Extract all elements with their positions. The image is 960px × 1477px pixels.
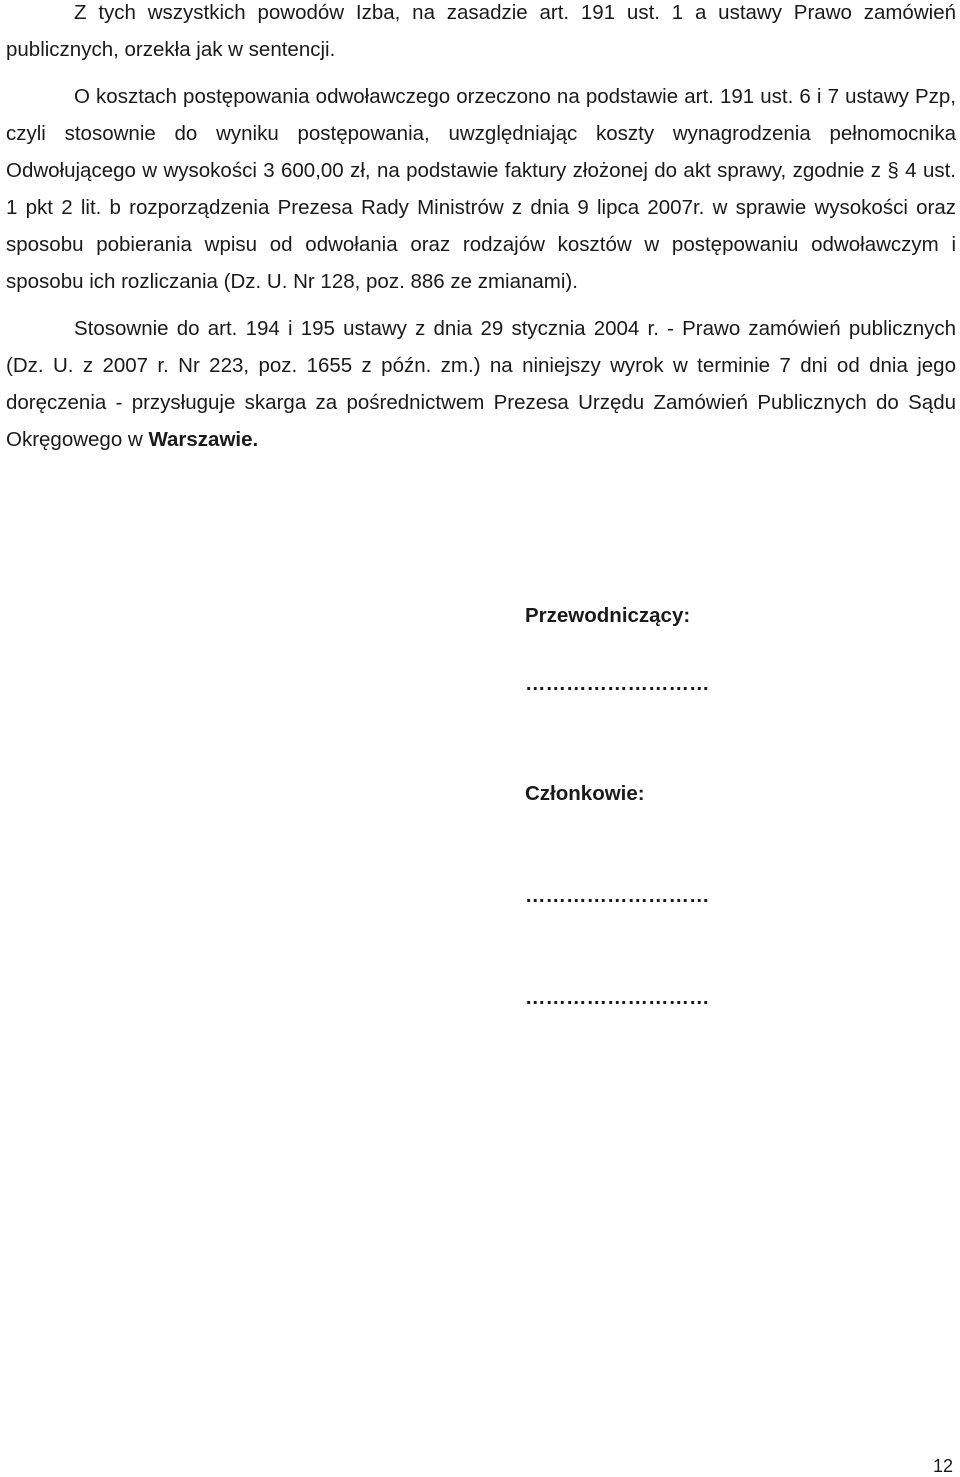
paragraph-appeal-text: Stosownie do art. 194 i 195 ustawy z dnia 29 stycznia 2004 r. - Prawo zamówień publicznych (Dz. U. z 2007 r. Nr 223, poz. 1655 z późn. zm.) na niniejszy wyrok w terminie 7 dni od dnia jego doręczenia - przysługuje skarga za pośrednictwem Prezesa Urzędu Zamówień Publicznych do Sądu Okręgowego w: [6, 317, 956, 451]
members-label: Członkowie:: [525, 782, 645, 805]
paragraph-appeal-city: Warszawie.: [148, 428, 259, 451]
member-1-signature-line: ………………………: [525, 884, 710, 907]
chair-label: Przewodniczący:: [525, 604, 691, 627]
member-2-signature-line: ………………………: [525, 986, 710, 1009]
page-number: 12: [933, 1456, 954, 1476]
paragraph-conclusion: Z tych wszystkich powodów Izba, na zasadzie art. 191 ust. 1 a ustawy Prawo zamówień publicznych, orzekła jak w sentencji.: [6, 1, 956, 61]
chair-signature-line: ………………………: [525, 672, 710, 695]
paragraph-appeal: [6, 310, 956, 458]
paragraph-costs: O kosztach postępowania odwoławczego orzeczono na podstawie art. 191 ust. 6 i 7 ustawy Pzp, czyli stosownie do wyniku postępowania, uwzględniając koszty wynagrodzenia pełnomocnika Odwołującego w wysokości 3 600,00 zł, na podstawie faktury złożonej do akt sprawy, zgodnie z § 4 ust. 1 pkt 2 lit. b rozporządzenia Prezesa Rady Ministrów z dnia 9 lipca 2007r. w sprawie wysokości oraz sposobu pobierania wpisu od odwołania oraz rodzajów kosztów w postępowaniu odwoławczym i sposobu ich rozliczania (Dz. U. Nr 128, poz. 886 ze zmianami).: [6, 85, 956, 293]
document-body: [6, 0, 956, 458]
